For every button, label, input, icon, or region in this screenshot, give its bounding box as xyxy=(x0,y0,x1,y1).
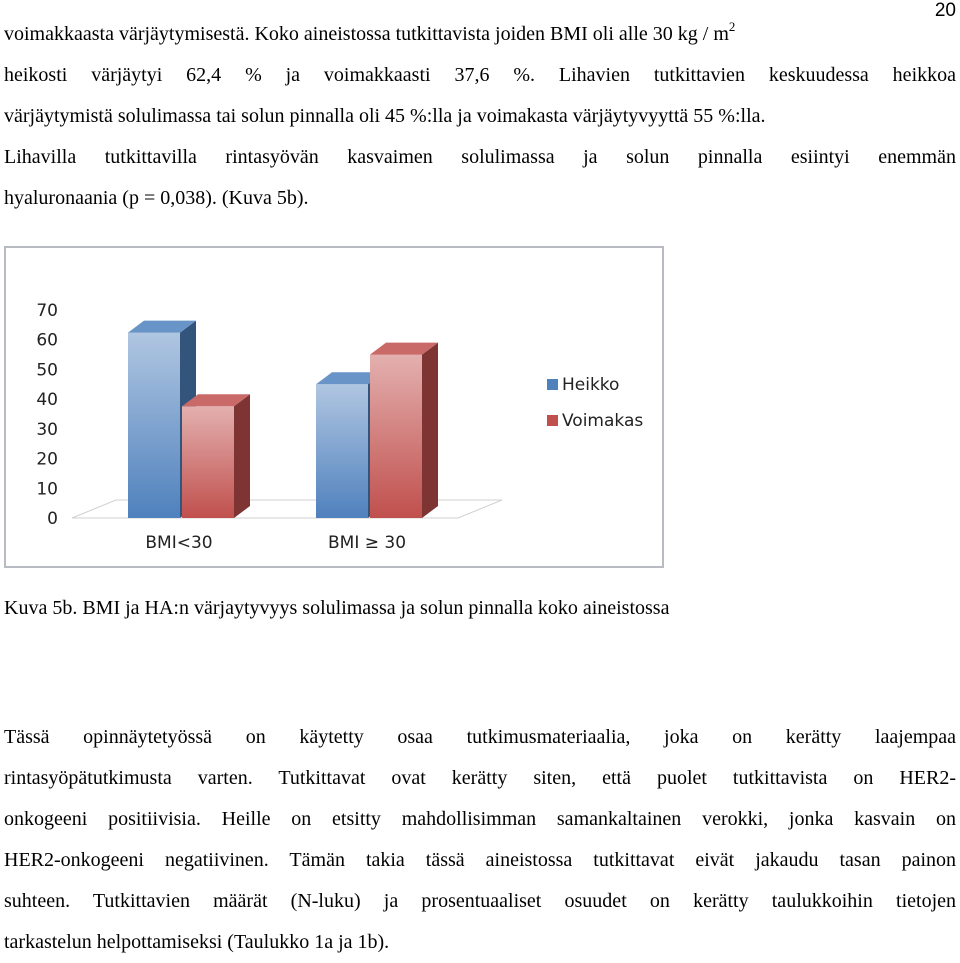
text-line: Tässä opinnäytetyössä on käytetty osaa tutkimusmateriaalia, joka on kerätty laajempaa xyxy=(4,726,956,748)
text-line: suhteen. Tutkittavien määrät (N-luku) ja prosentuaaliset osuudet on kerätty taulukkoihin tietojen xyxy=(4,890,956,912)
text-line: tarkastelun helpottamiseksi (Taulukko 1a ja 1b). xyxy=(4,931,390,953)
text-line: heikosti värjäytyi 62,4 % ja voimakkaasti 37,6 %. Lihavien tutkittavien keskuudessa heikkoa xyxy=(4,64,956,86)
bar-heikko-1 xyxy=(316,384,368,518)
text-line: onkogeeni positiivisia. Heille on etsitty mahdollisimman samankaltainen verokki, jonka kasvain on xyxy=(4,808,956,830)
x-category-label: BMI<30 xyxy=(145,533,213,553)
y-tick-label: 70 xyxy=(36,301,58,321)
y-tick-label: 30 xyxy=(36,419,58,440)
top-paragraph xyxy=(4,14,956,219)
page-number: 20 xyxy=(934,0,956,21)
bar-side-voimakas xyxy=(422,343,438,518)
figure-caption: Kuva 5b. BMI ja HA:n värjaytyvyys solulimassa ja solun pinnalla koko aineistossa xyxy=(4,597,670,619)
y-tick-label: 10 xyxy=(36,479,58,500)
superscript: 2 xyxy=(728,19,736,34)
text-line: värjäytymistä solulimassa tai solun pinnalla oli 45 %:lla ja voimakasta värjäytyvyyttä 55 %:lla. xyxy=(4,105,766,127)
y-tick-label: 60 xyxy=(36,330,58,351)
text-line: voimakkaasta värjäytymisestä. Koko aineistossa tutkittavista joiden BMI oli alle 30 kg / $m^2$ xyxy=(4,19,736,45)
text-line: hyaluronaania (p = 0,038). (Kuva 5b). xyxy=(4,187,309,209)
bar-heikko-0 xyxy=(128,333,180,518)
bar-side-voimakas xyxy=(234,394,250,518)
text-line: HER2-onkogeeni negatiivinen. Tämän takia tässä aineistossa tutkittavat eivät jakaudu tasan painon xyxy=(4,849,956,871)
y-tick-label: 0 xyxy=(47,509,58,529)
bottom-paragraph xyxy=(4,717,956,963)
y-tick-label: 50 xyxy=(36,360,58,381)
y-tick-label: 40 xyxy=(36,390,58,411)
x-category-label: BMI ≥ 30 xyxy=(327,533,407,553)
text-line: rintasyöpätutkimusta varten. Tutkittavat ovat kerätty siten, että puolet tutkittavista on HER2- xyxy=(4,767,956,789)
legend-swatch-voimakas xyxy=(547,415,558,426)
legend-label-heikko: Heikko xyxy=(562,375,620,395)
legend-swatch-heikko xyxy=(547,379,558,390)
bar-voimakas-0 xyxy=(182,406,234,518)
legend-label-voimakas: Voimakas xyxy=(562,411,644,431)
chart-frame xyxy=(4,246,664,568)
bar-voimakas-1 xyxy=(370,355,422,518)
y-tick-label: 20 xyxy=(36,449,58,470)
bar-chart xyxy=(6,248,662,566)
text-line: Lihavilla tutkittavilla rintasyövän kasvaimen solulimassa ja solun pinnalla esiintyi enemmän xyxy=(4,146,956,168)
